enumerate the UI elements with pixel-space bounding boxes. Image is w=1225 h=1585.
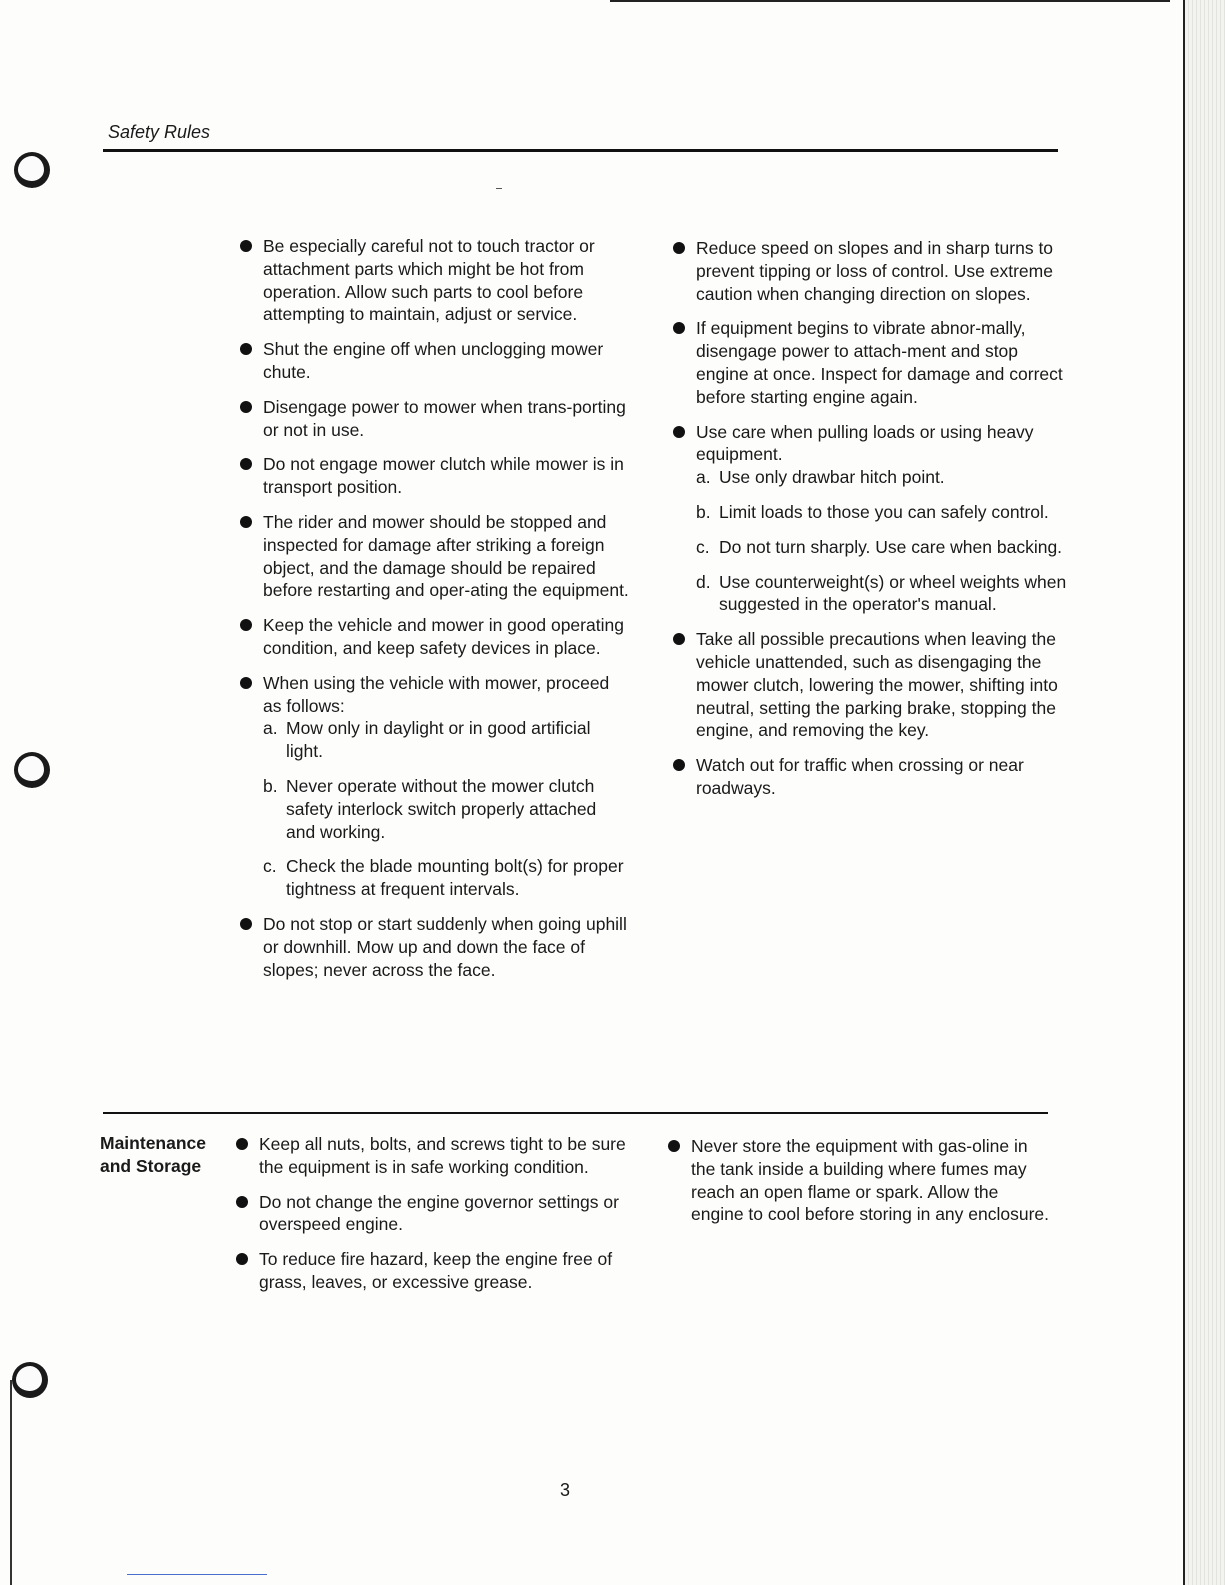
sub-item-text: Use counterweight(s) or wheel weights when suggested in the operator's manual. [719,571,1067,615]
page-number: 3 [560,1480,571,1500]
bullet-item [673,754,1068,800]
bullet-item [236,1248,631,1294]
bullet-icon [240,240,252,252]
header-rule [103,149,1058,152]
bullet-text: The rider and mower should be stopped and inspected for damage after striking a foreign object, and the damage should be repaired before restarting and oper-ating the equipment. [263,511,629,601]
bullet-text: Keep all nuts, bolts, and screws tight to be sure the equipment is in safe working condition. [259,1134,626,1177]
maintenance-section-label: Maintenance and Storage [100,1133,206,1176]
bullet-icon [236,1196,248,1208]
bullet-icon [240,458,252,470]
safety-right-list [673,237,1068,800]
maintenance-right-column [668,1135,1053,1238]
scan-bottom-line [127,1574,267,1575]
bullet-icon [240,918,252,930]
bullet-icon [668,1140,680,1152]
bullet-item [673,317,1068,408]
bullet-text: Do not stop or start suddenly when going uphill or downhill. Mow up and down the face of slopes; never across the face. [263,913,627,980]
section-divider [103,1112,1048,1114]
bullet-text: Use care when pulling loads or using heavy equipment. [696,421,1034,465]
bullet-item [240,913,630,981]
sub-item-label: c. [696,536,710,557]
bullet-text: Never store the equipment with gas-oline in the tank inside a building where fumes may reach an open flame or spark. Allow the engine to cool before storing in any enclosure. [691,1136,1050,1225]
bullet-item [673,421,1068,617]
bullet-text: If equipment begins to vibrate abnor-mally, disengage power to attach-ment and stop engine at once. Inspect for damage and correct before starting engine again. [696,318,1063,407]
bullet-text: Reduce speed on slopes and in sharp turns to prevent tipping or loss of control. Use extreme caution when changing direction on slopes. [696,238,1054,304]
sub-list [263,717,630,901]
sub-item [263,775,630,843]
sub-item-label: c. [263,856,277,877]
bullet-item [673,237,1068,305]
bullet-item [236,1191,631,1237]
bullet-item [240,396,630,442]
sub-item [696,571,1068,617]
bullet-text: Do not engage mower clutch while mower is in transport position. [263,454,624,498]
sub-item [696,536,1068,559]
safety-left-column [240,235,630,993]
scan-mark [496,188,502,189]
sub-item [263,717,630,763]
scan-top-rule [610,0,1170,2]
maintenance-left-column [236,1133,631,1306]
sub-item-label: b. [696,501,711,522]
bullet-item [240,453,630,499]
bullet-text: Watch out for traffic when crossing or near roadways. [696,755,1024,798]
punch-hole-top [14,152,50,188]
sub-item [263,855,630,901]
sub-item-text: Use only drawbar hitch point. [719,467,945,488]
sub-item [696,501,1068,524]
sub-item-text: Never operate without the mower clutch safety interlock switch properly attached and working. [286,775,597,842]
sub-list [696,466,1068,616]
bullet-item [240,338,630,384]
bullet-icon [236,1253,248,1265]
bullet-text: Do not change the engine governor settings or overspeed engine. [259,1191,619,1235]
bullet-icon [236,1138,248,1150]
bullet-item [240,672,630,901]
sub-item-text: Mow only in daylight or in good artificial light. [286,718,591,762]
sub-item-text: Check the blade mounting bolt(s) for proper tightness at frequent intervals. [286,856,624,900]
bullet-text: Keep the vehicle and mower in good operating condition, and keep safety devices in place. [263,615,624,658]
bullet-text: When using the vehicle with mower, proceed as follows: [263,672,610,716]
safety-left-list [240,235,630,981]
bullet-item [240,235,630,326]
bullet-icon [240,343,252,355]
bullet-text: Take all possible precautions when leaving the vehicle unattended, such as disengaging the mower clutch, lowering the mower, shifting into neutral, setting the parking brake, stopping the engine, and removing the key. [696,629,1058,741]
sub-item-label: d. [696,571,711,592]
bullet-icon [673,759,685,771]
bullet-item [673,628,1068,742]
bullet-icon [673,242,685,254]
bullet-icon [240,401,252,413]
sub-item-text: Do not turn sharply. Use care when backing. [719,536,1063,557]
maintenance-left-list [236,1133,631,1294]
punch-hole-middle [14,752,50,788]
bullet-icon [240,516,252,528]
sub-item [696,466,1068,489]
bullet-item [240,511,630,602]
bullet-icon [673,633,685,645]
bullet-item [236,1133,631,1179]
bullet-text: Be especially careful not to touch tractor or attachment parts which might be hot from operation. Allow such parts to cool before attempting to maintain, adjust or service. [263,236,595,325]
bullet-text: Shut the engine off when unclogging mower chute. [263,339,604,382]
scan-edge [1183,0,1225,1585]
bullet-icon [240,619,252,631]
sub-item-label: a. [696,467,711,488]
bullet-icon [240,677,252,689]
maintenance-right-list [668,1135,1053,1226]
bullet-text: Disengage power to mower when trans-porting or not in use. [263,396,626,440]
punch-hole-bottom [12,1362,48,1398]
bullet-text: To reduce fire hazard, keep the engine free of grass, leaves, or excessive grease. [259,1249,613,1292]
bullet-icon [673,322,685,334]
sub-item-label: a. [263,718,278,739]
safety-right-column [673,237,1068,812]
bullet-item [668,1135,1053,1226]
scan-edge-left [0,1380,12,1585]
sub-item-label: b. [263,775,278,796]
bullet-icon [673,426,685,438]
sub-item-text: Limit loads to those you can safely control. [719,501,1049,522]
page-title: Safety Rules [108,122,211,142]
bullet-item [240,614,630,660]
